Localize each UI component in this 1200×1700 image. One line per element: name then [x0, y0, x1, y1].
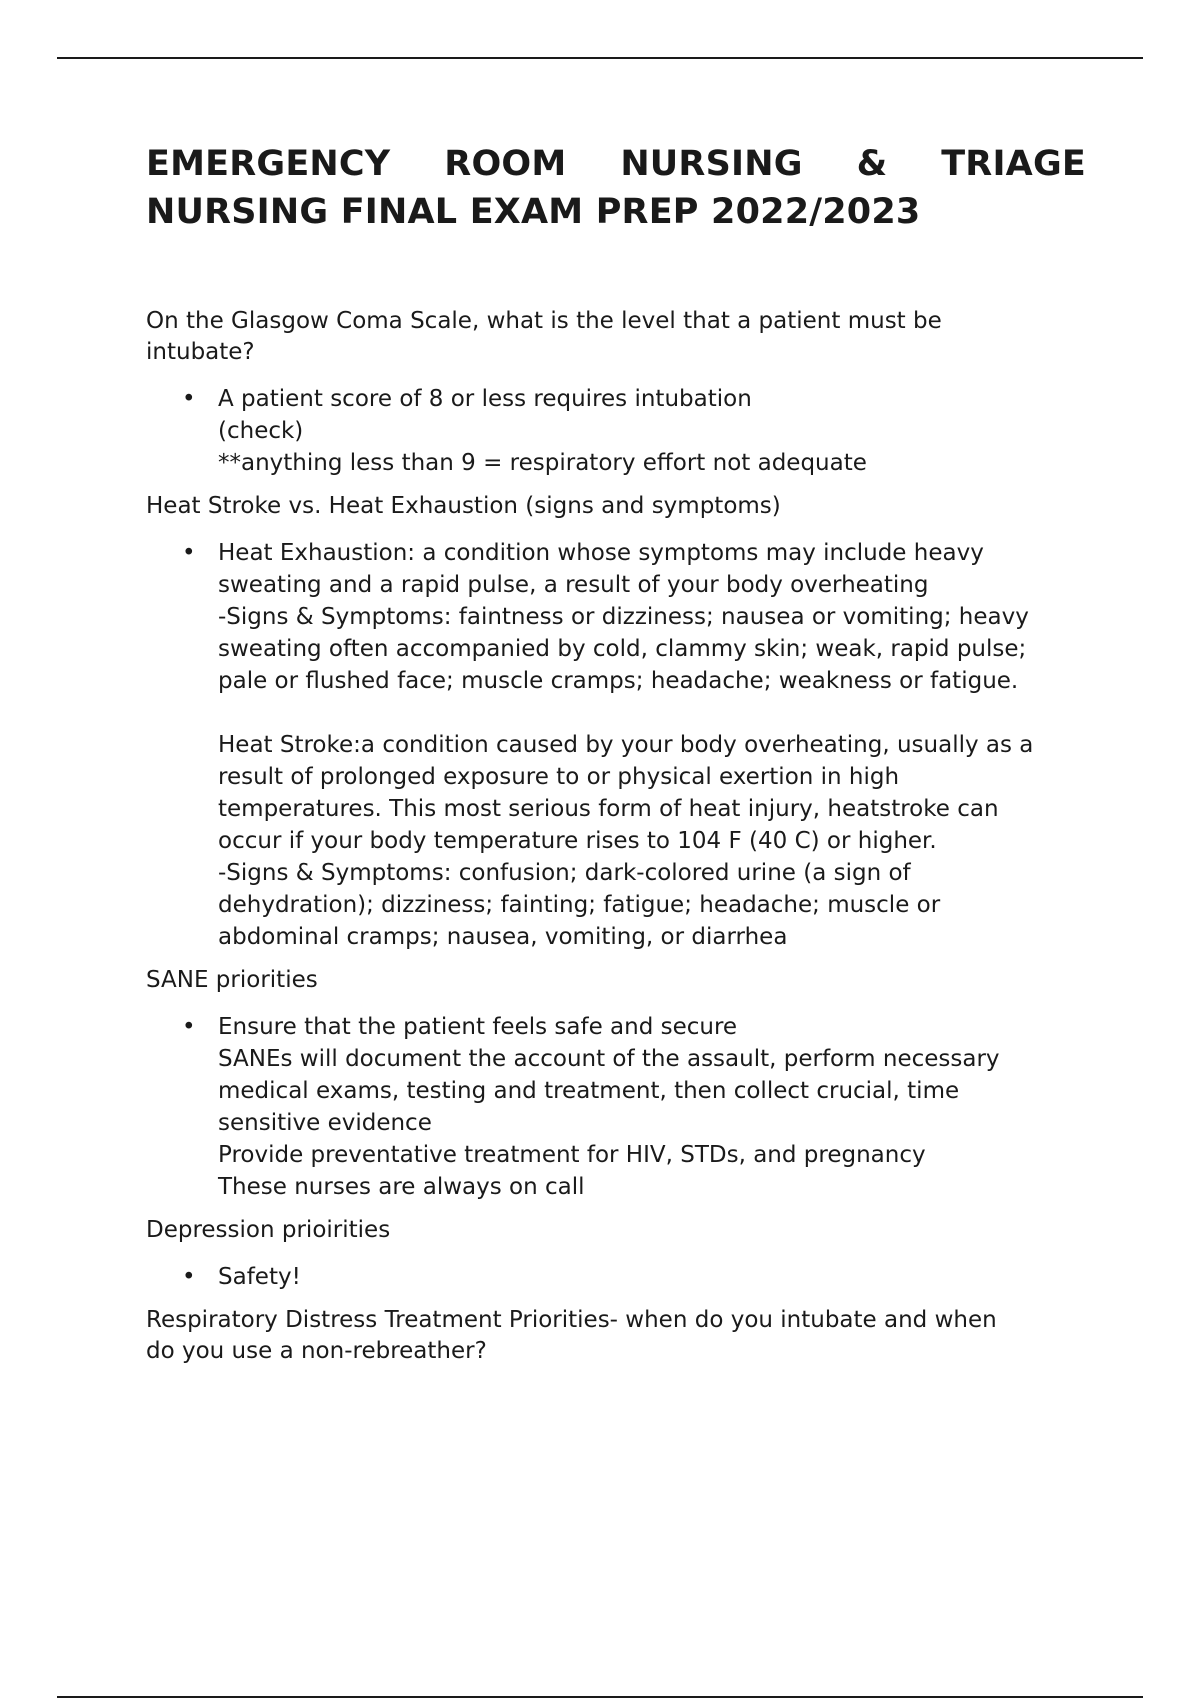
- answer-line: These nurses are always on call: [218, 1174, 585, 1200]
- answer-line: SANEs will document the account of the assault, perform necessary: [218, 1046, 1000, 1072]
- answer-list: [146, 383, 1086, 479]
- question-depression: [146, 1215, 1086, 1246]
- answer-line: pale or flushed face; muscle cramps; headache; weakness or fatigue.: [218, 668, 1019, 694]
- answer-line: (check): [218, 418, 304, 444]
- answer-line: dehydration); dizziness; fainting; fatigue; headache; muscle or: [218, 892, 941, 918]
- answer-line: sweating and a rapid pulse, a result of your body overheating: [218, 572, 929, 598]
- question-line: Heat Stroke vs. Heat Exhaustion (signs and symptoms): [146, 493, 781, 519]
- list-item: [182, 383, 1086, 479]
- answer-line: Heat Exhaustion: a condition whose symptoms may include heavy: [218, 540, 984, 566]
- bullet-icon: •: [182, 386, 196, 412]
- title-line: NURSING FINAL EXAM PREP 2022/2023: [146, 192, 921, 232]
- answer-line: Provide preventative treatment for HIV, STDs, and pregnancy: [218, 1142, 926, 1168]
- answer-line: sensitive evidence: [218, 1110, 432, 1136]
- title-line: EMERGENCY ROOM NURSING & TRIAGE: [146, 144, 1086, 184]
- answer-list: [146, 1011, 1086, 1203]
- answer-list: [146, 1261, 1086, 1293]
- question-sane: [146, 965, 1086, 996]
- question-heat: [146, 491, 1086, 522]
- list-item: [182, 537, 1086, 953]
- answer-line: -Signs & Symptoms: faintness or dizziness; nausea or vomiting; heavy: [218, 604, 1029, 630]
- question-glasgow: [146, 306, 1086, 368]
- question-line: SANE priorities: [146, 967, 318, 993]
- question-line: intubate?: [146, 339, 255, 365]
- answer-line: Safety!: [218, 1264, 301, 1290]
- answer-list: [146, 537, 1086, 953]
- question-line: Depression prioirities: [146, 1217, 391, 1243]
- bullet-icon: •: [182, 1014, 196, 1040]
- answer-line: **anything less than 9 = respiratory effort not adequate: [218, 450, 867, 476]
- list-item: [182, 1261, 1086, 1293]
- answer-line: -Signs & Symptoms: confusion; dark-colored urine (a sign of: [218, 860, 911, 886]
- answer-line: medical exams, testing and treatment, then collect crucial, time: [218, 1078, 960, 1104]
- bullet-icon: •: [182, 1264, 196, 1290]
- answer-line: occur if your body temperature rises to 104 F (40 C) or higher.: [218, 828, 937, 854]
- list-item: [182, 1011, 1086, 1203]
- question-line: Respiratory Distress Treatment Priorities- when do you intubate and when: [146, 1307, 997, 1333]
- answer-line: Heat Stroke:a condition caused by your body overheating, usually as a: [218, 732, 1034, 758]
- blank-line: [218, 697, 1086, 729]
- question-line: On the Glasgow Coma Scale, what is the level that a patient must be: [146, 308, 942, 334]
- answer-line: Ensure that the patient feels safe and secure: [218, 1014, 738, 1040]
- document-body: [146, 140, 1086, 1367]
- question-respiratory: [146, 1305, 1086, 1367]
- question-line: do you use a non-rebreather?: [146, 1338, 487, 1364]
- header-rule: [57, 57, 1143, 59]
- document-title: [146, 140, 1086, 236]
- footer-rule: [57, 1696, 1143, 1698]
- answer-line: abdominal cramps; nausea, vomiting, or diarrhea: [218, 924, 788, 950]
- answer-line: temperatures. This most serious form of heat injury, heatstroke can: [218, 796, 999, 822]
- answer-line: A patient score of 8 or less requires intubation: [218, 386, 752, 412]
- answer-line: result of prolonged exposure to or physical exertion in high: [218, 764, 900, 790]
- answer-line: sweating often accompanied by cold, clammy skin; weak, rapid pulse;: [218, 636, 1027, 662]
- bullet-icon: •: [182, 540, 196, 566]
